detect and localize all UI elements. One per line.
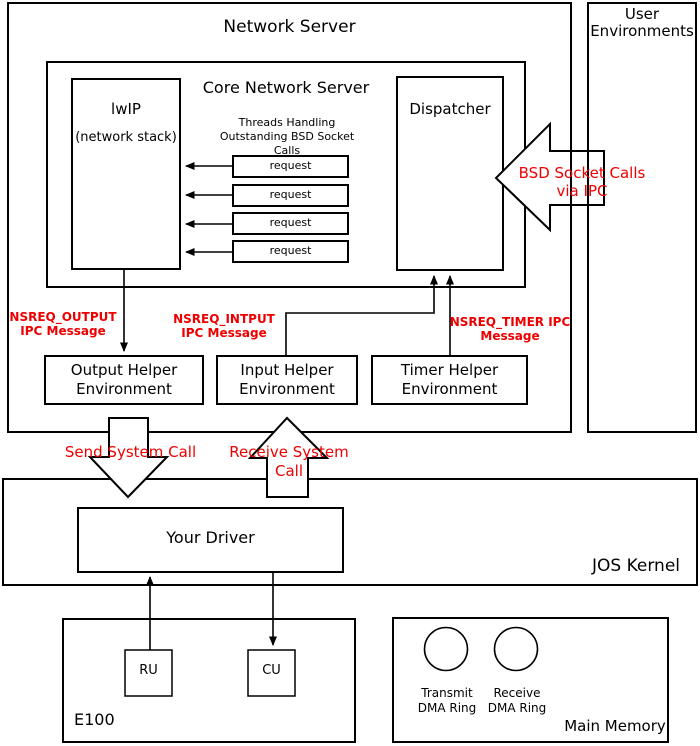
output-helper-label: Output Helper Environment	[70, 361, 178, 398]
request-label: request	[269, 216, 312, 229]
send-system-call-label: Send System Call	[64, 443, 197, 461]
dispatcher-title: Dispatcher	[409, 100, 491, 118]
network-server-title: Network Server	[223, 17, 356, 37]
timer-helper-label: Timer Helper Environment	[400, 361, 499, 398]
jos-kernel-title: JOS Kernel	[592, 556, 680, 576]
receive-dma-ring-circle	[495, 628, 538, 671]
receive-dma-ring-label: Receive DMA Ring	[487, 686, 547, 715]
lwip-subtitle: (network stack)	[75, 130, 177, 145]
lwip-title: lwIP	[111, 100, 141, 118]
nsreq-input-label: NSREQ_INTPUT IPC Message	[173, 312, 275, 340]
receive-system-call-label: Receive System Call	[229, 443, 349, 480]
user-environments-box	[588, 3, 696, 432]
bsd-socket-calls-label: BSD Socket Calls via IPC	[518, 164, 646, 200]
main-memory-title: Main Memory	[564, 717, 666, 735]
transmit-dma-ring-circle	[425, 628, 468, 671]
nsreq-timer-label: NSREQ_TIMER IPC Message	[449, 315, 571, 343]
request-label: request	[269, 188, 312, 201]
your-driver-label: Your Driver	[166, 528, 255, 547]
core-network-server-title: Core Network Server	[202, 78, 370, 97]
request-label: request	[269, 244, 312, 257]
ru-label: RU	[139, 663, 158, 678]
user-environments-title: User Environments	[590, 5, 694, 40]
cu-label: CU	[262, 663, 281, 678]
e100-title: E100	[74, 710, 115, 729]
request-label: request	[269, 159, 312, 172]
nsreq-output-label: NSREQ_OUTPUT IPC Message	[9, 310, 117, 338]
transmit-dma-ring-label: Transmit DMA Ring	[417, 686, 477, 715]
input-helper-label: Input Helper Environment	[239, 361, 335, 398]
threads-note: Threads Handling Outstanding BSD Socket Calls	[219, 116, 355, 157]
